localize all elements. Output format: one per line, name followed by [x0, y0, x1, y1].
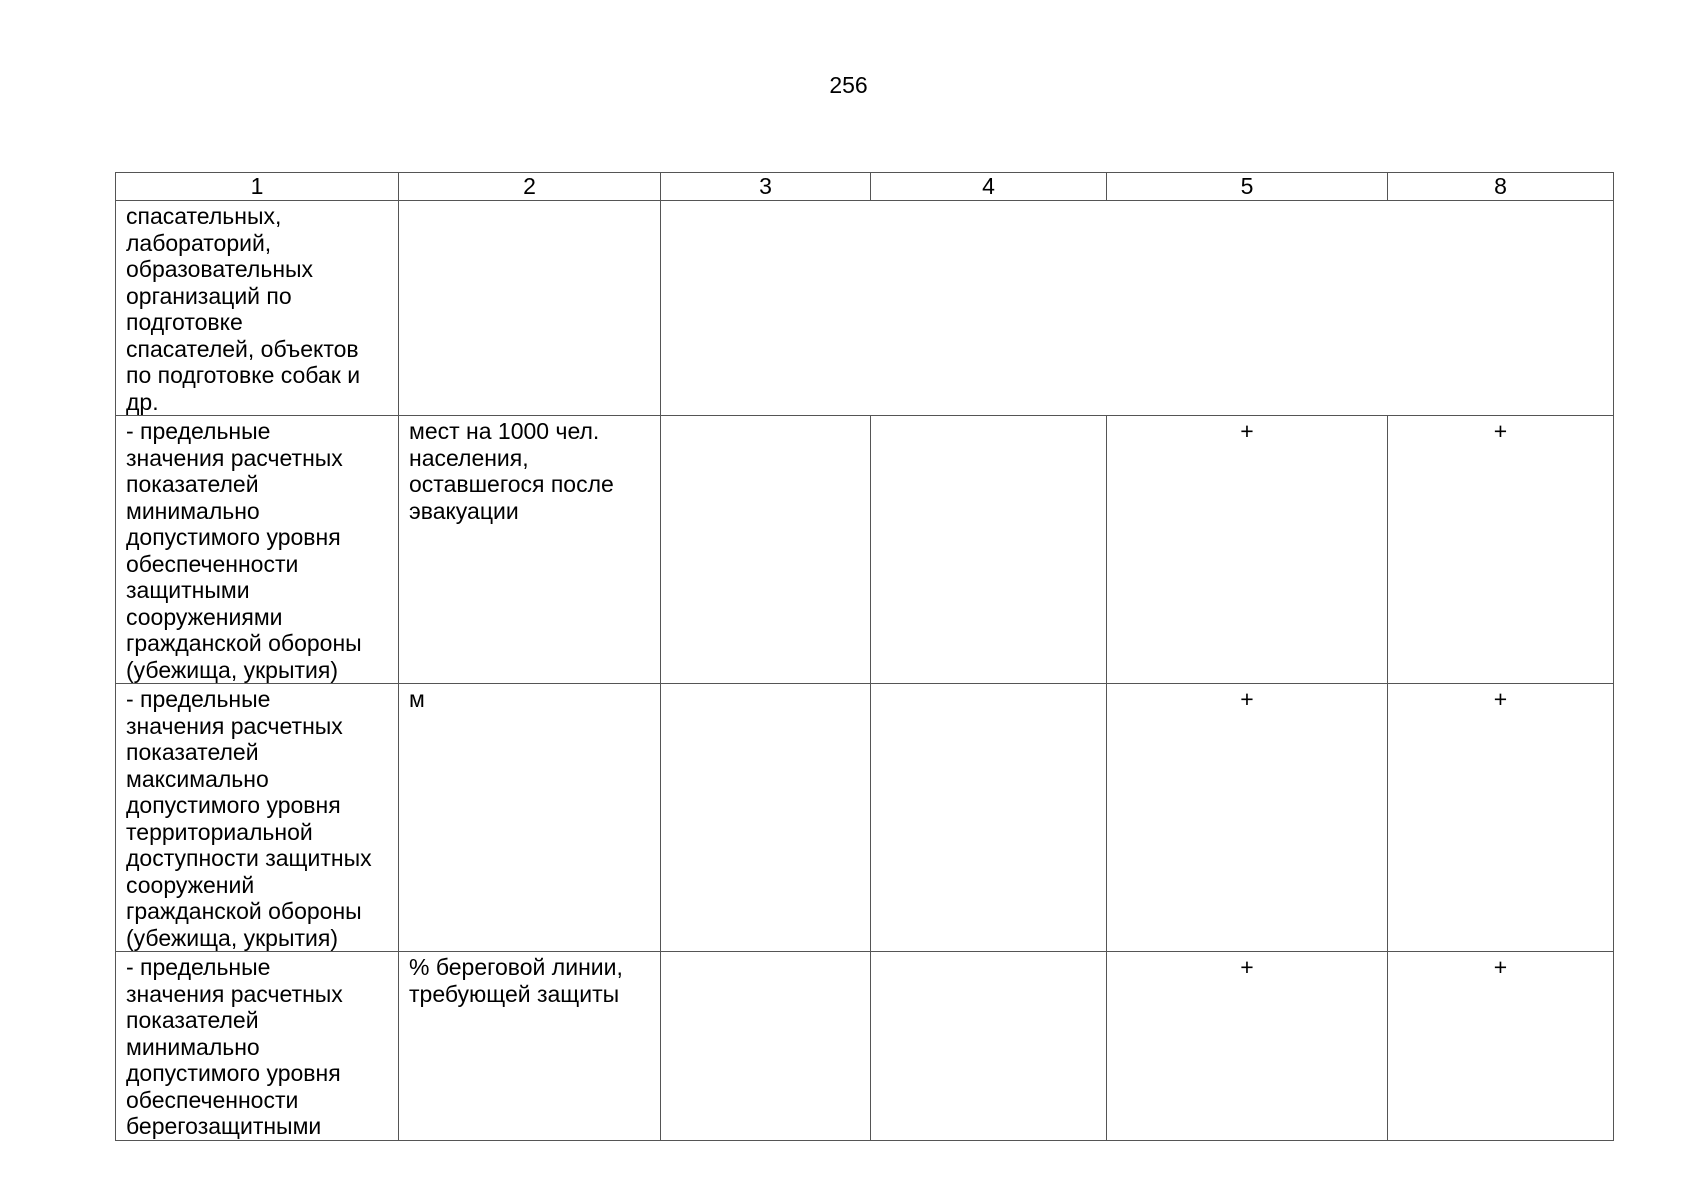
table-row: [116, 416, 1614, 684]
cell-unit: % береговой линии, требующей защиты: [399, 952, 661, 1141]
cell-col4: [871, 416, 1107, 684]
column-header-8: 8: [1388, 173, 1614, 201]
table-header-row: [116, 173, 1614, 201]
cell-description: - предельные значения расчетных показателей минимально допустимого уровня обеспеченности защитными сооружениями гражданской обороны (убежища, укрытия): [116, 416, 399, 684]
cell-description: спасательных, лабораторий, образовательных организаций по подготовке спасателей, объектов по подготовке собак и др.: [116, 201, 399, 416]
table-row: [116, 684, 1614, 952]
cell-description: - предельные значения расчетных показателей максимально допустимого уровня территориальной доступности защитных сооружений гражданской обороны (убежища, укрытия): [116, 684, 399, 952]
column-header-2: 2: [399, 173, 661, 201]
column-header-3: 3: [661, 173, 871, 201]
cell-col5-mark: +: [1107, 952, 1388, 1141]
cell-description: - предельные значения расчетных показателей минимально допустимого уровня обеспеченности берегозащитными: [116, 952, 399, 1141]
column-header-1: 1: [116, 173, 399, 201]
table-row: [116, 201, 1614, 416]
cell-col8-mark: +: [1388, 952, 1614, 1141]
column-header-5: 5: [1107, 173, 1388, 201]
cell-col3: [661, 684, 871, 952]
table-row: [116, 952, 1614, 1141]
cell-unit: м: [399, 684, 661, 952]
cell-col5-mark: +: [1107, 416, 1388, 684]
cell-col4: [871, 684, 1107, 952]
cell-col3: [661, 416, 871, 684]
column-header-4: 4: [871, 173, 1107, 201]
cell-col4: [871, 952, 1107, 1141]
cell-col5-mark: +: [1107, 684, 1388, 952]
cell-col3: [661, 952, 871, 1141]
cell-col8-mark: +: [1388, 684, 1614, 952]
page-number: 256: [829, 72, 868, 98]
cell-unit: мест на 1000 чел. населения, оставшегося после эвакуации: [399, 416, 661, 684]
cell-merged: [661, 201, 1614, 416]
cell-unit: [399, 201, 661, 416]
cell-col8-mark: +: [1388, 416, 1614, 684]
requirements-table: [115, 172, 1614, 1141]
